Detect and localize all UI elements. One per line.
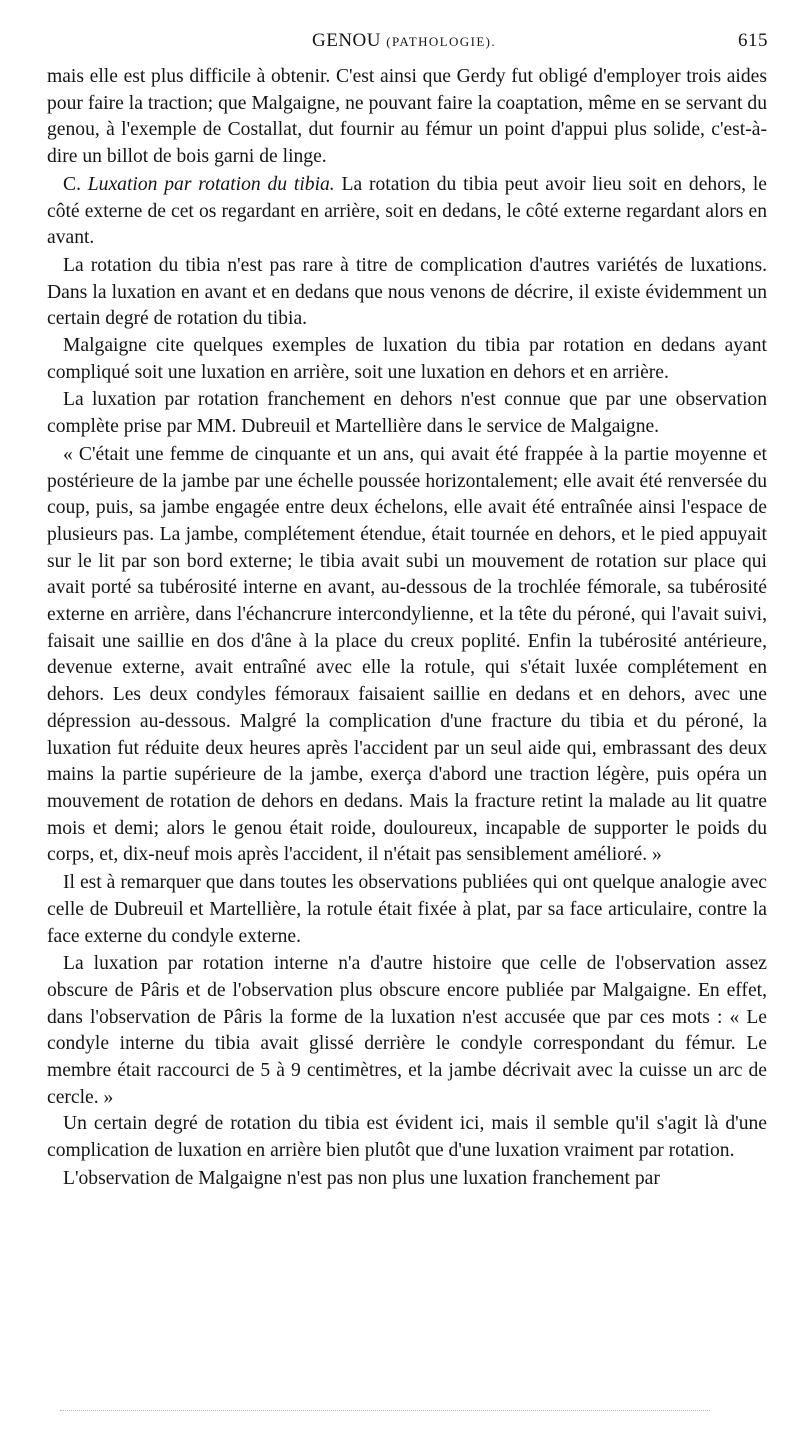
paragraph-malgaigne-examples: Malgaigne cite quelques exemples de luxation du tibia par rotation en dedans ayant compliqué soit une luxation en arrière, soit une luxation en dehors et en arrière. — [47, 335, 767, 383]
paragraph-section-c — [47, 172, 767, 252]
paragraph-case-quote: « C'était une femme de cinquante et un ans, qui avait été frappée à la partie moyenne et postérieure de la jambe par une échelle poussée horizontalement; elle avait été renversée du coup, puis, sa jambe engagée entre deux échelons, elle avait été entraînée ainsi l'espace de plusieurs pas. La jambe, complétement étendue, était tournée en dehors, et le pied appuyait sur le lit par son bord externe; le tibia avait subi un mouvement de rotation sur place qui avait porté sa tubérosité interne en avant, au-dessous de la trochlée fémorale, sa tubérosité externe en arrière, dans l'échancrure intercondylienne, et la tête du péroné, qui l'avait suivi, faisait une saillie en dos d'âne à la place du creux poplité. Enfin la tubérosité antérieure, devenue externe, avait entraîné avec elle la rotule, qui s'était luxée complétement en dehors. Les deux condyles fémoraux faisaient saillie en dedans et en dehors, avec une dépression au-dessous. Malgré la complication d'une fracture du tibia et du péroné, la luxation fut réduite deux heures après l'accident par un seul aide qui, embrassant des deux mains la partie supérieure de la jambe, exerça d'abord une traction légère, puis opéra un mouvement de rotation de dehors en dedans. Mais la fracture retint la malade au lit quatre mois et demi; alors le genou était roide, douloureux, incapable de supporter le poids du corps, et, dix-neuf mois après l'accident, il n'était pas sensiblement amélioré. » — [47, 443, 767, 866]
running-title-subtitle: (PATHOLOGIE). — [386, 34, 497, 49]
running-title-main: GENOU — [312, 30, 381, 51]
running-head — [50, 30, 768, 58]
body-text — [47, 64, 767, 1193]
paragraph-rotation-complication: La rotation du tibia n'est pas rare à titre de complication d'autres variétés de luxations. Dans la luxation en avant et en dedans que nous venons de décrire, il existe évidemment un certain degré de rotation du tibia. — [47, 254, 767, 330]
paragraph-final: L'observation de Malgaigne n'est pas non plus une luxation franchement par — [63, 1167, 660, 1189]
section-label: C. — [63, 173, 88, 195]
section-text: La rotation du tibia peut avoir lieu soit en dehors, le côté externe de cet os regardant en arrière, soit en dedans, le côté externe regardant alors en avant. — [47, 173, 767, 249]
paragraph-internal-rotation: La luxation par rotation interne n'a d'autre histoire que celle de l'observation assez obscure de Pâris et de l'observation plus obscure encore publiée par Malgaigne. En effet, dans l'observation de Pâris la forme de la luxation n'est accusée que par ces mots : « Le condyle interne du tibia avait glissé derrière le condyle correspondant du fémur. Le membre était raccourci de 5 à 9 centimètres, et la jambe décrivait avec la cuisse un arc de cercle. » — [47, 953, 767, 1108]
section-heading: Luxation par rotation du tibia. — [87, 173, 335, 195]
running-title — [312, 30, 496, 52]
page-number: 615 — [738, 30, 768, 51]
footer-rule — [60, 1410, 710, 1411]
paragraph-continuation: mais elle est plus difficile à obtenir. C'est ainsi que Gerdy fut obligé d'employer trois aides pour faire la traction; que Malgaigne, ne pouvant faire la coaptation, même en se servant du genou, à l'exemple de Costallat, dut fournir au fémur un point d'appui plus solide, c'est-à-dire un billot de bois garni de linge. — [47, 66, 767, 168]
paragraph-remark: Il est à remarquer que dans toutes les observations publiées qui ont quelque analogie avec celle de Dubreuil et Martellière, la rotule était fixée à plat, par sa face articulaire, contre la face externe du condyle externe. — [47, 872, 767, 947]
paragraph-external-rotation: La luxation par rotation franchement en dehors n'est connue que par une observation complète prise par MM. Dubreuil et Martellière dans le service de Malgaigne. — [47, 389, 767, 438]
paragraph-degree-rotation: Un certain degré de rotation du tibia est évident ici, mais il semble qu'il s'agit là d'une complication de luxation en arrière bien plutôt que d'une luxation vraiment par rotation. — [47, 1113, 767, 1162]
